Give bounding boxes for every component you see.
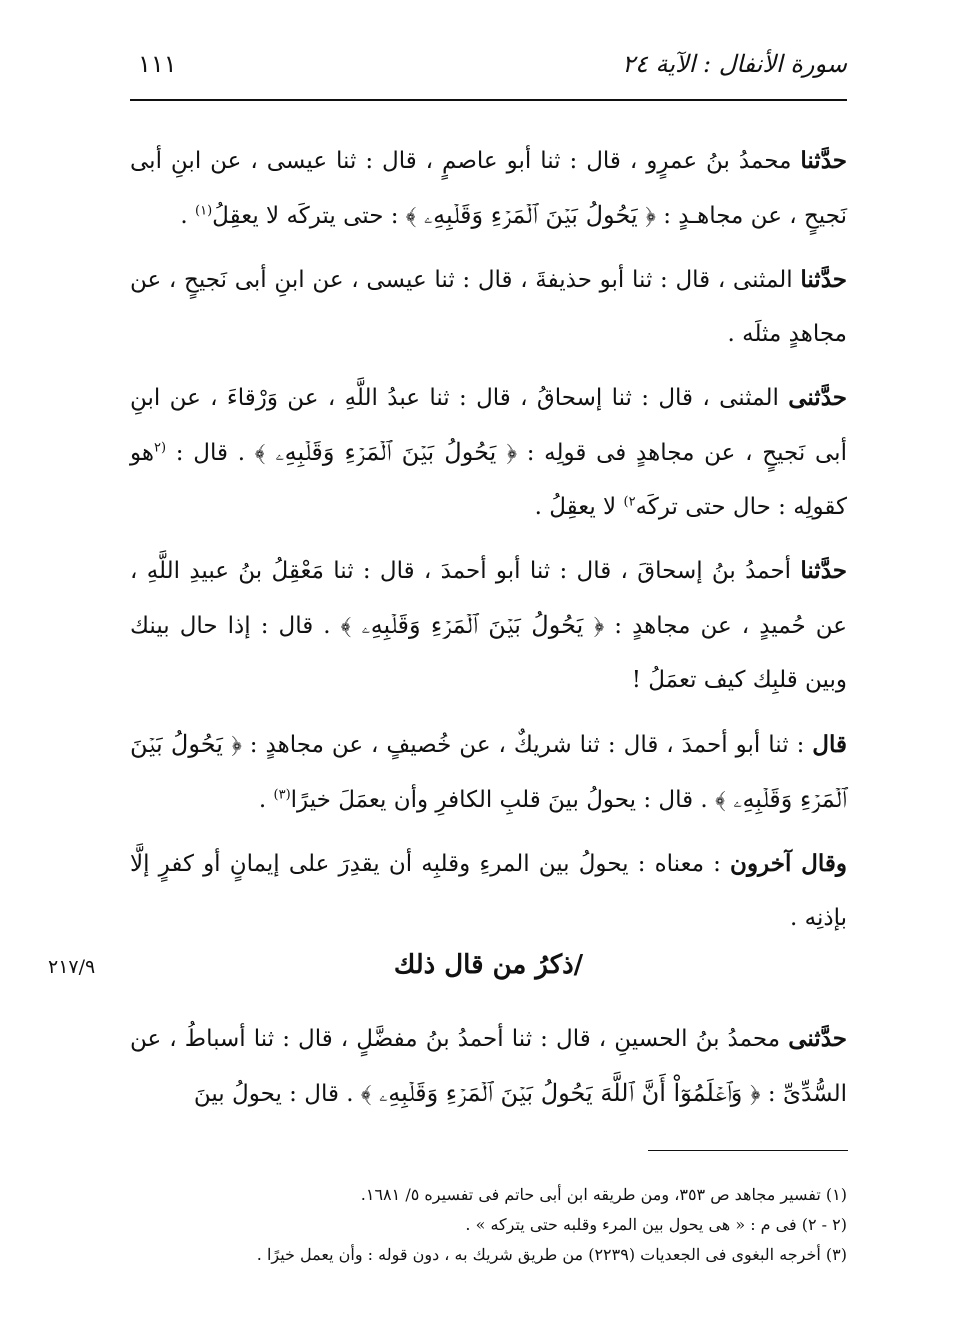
paragraph-lead: حدَّثنى (788, 1025, 847, 1052)
paragraph-lead: حدَّثنا (800, 266, 847, 293)
paragraph (130, 544, 847, 707)
footnote-ref: (٣) (273, 787, 291, 803)
paragraph-text: محمدُ بنُ الحسينِ ، قال : ثنا أحمدُ بنُ مفضَّلٍ ، قال : ثنا أسباطُ ، عن السُّدِّىِّ : (130, 1026, 847, 1107)
paragraph-text: هو كقولِه : حال حتى تركَه (130, 440, 847, 520)
paragraph (130, 1012, 847, 1121)
paragraph-text: . قال : يحولُ بينَ (193, 1081, 361, 1107)
section-heading: /ذكرُ من قال ذلك (393, 950, 584, 980)
quran-quote: ﴿ يَحُولُ بَيۡنَ ٱلۡمَرۡءِ وَقَلۡبِهِۦ ﴾ (405, 201, 656, 229)
quran-quote: ﴿ وَٱعۡلَمُوٓاْ أَنَّ ٱللَّهَ يَحُولُ بَيۡنَ ٱلۡمَرۡءِ وَقَلۡبِهِۦ ﴾ (360, 1079, 761, 1107)
paragraph (130, 371, 847, 534)
paragraph-lead: حدَّثنى (788, 384, 847, 411)
paragraph-text: محمدُ بنُ عمرٍو ، قال : ثنا أبو عاصمٍ ، قال : ثنا عيسى ، عن ابنِ أبى نَجيحٍ ، عن مجاهـدٍ : (130, 148, 847, 229)
footnote-ref-open: (٢ (154, 440, 167, 456)
footnote-ref: (١) (195, 203, 213, 219)
paragraph-text: . قال : يحولُ بينَ قلبِ الكافرِ وأن يعمَلَ خيرًا (290, 787, 716, 813)
paragraph-tail: لا يعقِلُ . (534, 494, 624, 520)
paragraph-tail: . (258, 787, 274, 813)
paragraph-text: . قال : إذا حال بينك وبين قلبِك كيف تعمَلُ ! (130, 613, 847, 693)
main-text (130, 134, 847, 955)
footnote: (٣) أخرجه البغوى فى الجعديات (٢٢٣٩) من طريق شريك به ، دون قوله : وأن يعمل خيرًا . (256, 1245, 847, 1264)
quran-quote: ﴿ يَحُولُ بَيۡنَ ٱلۡمَرۡءِ وَقَلۡبِهِۦ ﴾ (130, 730, 847, 813)
running-title: سورة الأنفال : الآية ٢٤ (622, 50, 847, 78)
paragraph-text: المثنى ، قال : ثنا إسحاقُ ، قال : ثنا عبدُ اللَّهِ ، عن وَرْقاءَ ، عن ابنِ أبى نَجيحٍ ، عن مجاهدٍ فى قولِه : (130, 385, 847, 466)
quran-quote: ﴿ يَحُولُ بَيۡنَ ٱلۡمَرۡءِ وَقَلۡبِهِۦ ﴾ (254, 438, 517, 466)
footnotes (130, 1180, 847, 1270)
paragraph (130, 253, 847, 361)
paragraph-text: . قال : (166, 440, 255, 466)
footnote-rule (648, 1150, 848, 1151)
footnote: (١) تفسير مجاهد ص ٣٥٣، ومن طريقه ابن أبى حاتم فى تفسيره ٥/ ١٦٨١. (360, 1185, 847, 1204)
paragraph (130, 134, 847, 243)
paragraph-text: : حتى يتركَه لا يعقِلُ (212, 203, 406, 229)
page-header (130, 50, 847, 96)
footnote: (٢ - ٢) فى م : « هى يحول بين المرء وقلبه حتى يتركه » . (465, 1215, 847, 1234)
paragraph-lead: حدَّثنا (800, 557, 847, 584)
margin-reference: ٢١٧/٩ (48, 956, 96, 978)
footnote-ref-close: ٢) (623, 494, 636, 510)
main-text-continued (130, 1012, 847, 1121)
paragraph-text: المثنى ، قال : ثنا أبو حذيفةَ ، قال : ثنا عيسى ، عن ابنِ أبى نَجيحٍ ، عن مجاهدٍ مثلَه . (130, 267, 847, 347)
paragraph-lead: حدَّثنا (800, 147, 847, 174)
paragraph-lead: وقال آخرون (730, 850, 848, 877)
paragraph-text: : ثنا أبو أحمدَ ، قال : ثنا شريكٌ ، عن خُصيفٍ ، عن مجاهدٍ : (241, 732, 813, 758)
header-rule (130, 99, 847, 101)
paragraph-lead: قال (812, 731, 848, 758)
paragraph-text: أحمدُ بنُ إسحاقَ ، قال : ثنا أبو أحمدَ ، قال : ثنا مَعْقِلُ بنُ عبيدِ اللَّهِ ، عن حُميدٍ ، عن مجاهدٍ : (130, 558, 848, 639)
paragraph (130, 717, 847, 827)
paragraph-tail: . (180, 203, 196, 229)
paragraph (130, 837, 847, 945)
page-number: ١١١ (138, 50, 177, 78)
paragraph-text: : معناه : يحولُ بين المرءِ وقلبِه أن يقدِرَ على إيمانٍ أو كفرٍ إلَّا بإذنِه . (130, 851, 847, 931)
quran-quote: ﴿ يَحُولُ بَيۡنَ ٱلۡمَرۡءِ وَقَلۡبِهِۦ ﴾ (340, 611, 605, 639)
